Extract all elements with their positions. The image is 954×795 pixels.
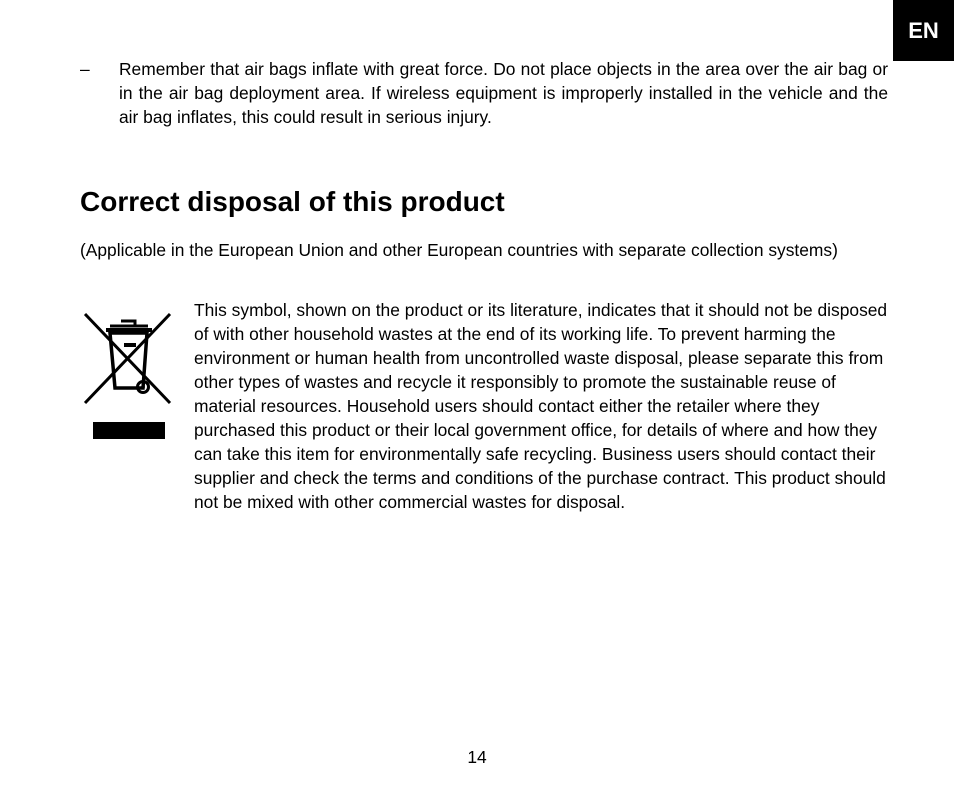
applicability-note: (Applicable in the European Union and other European countries with separate collection systems) [80,240,838,260]
airbag-warning-bullet [80,57,888,129]
language-tab: EN [893,0,954,61]
crossed-out-wheelie-bin-icon [82,311,174,441]
bullet-dash: – [80,59,90,79]
symbol-explanation-text: This symbol, shown on the product or its literature, indicates that it should not be disposed of with other household wastes at the end of its working life. To prevent harming the environment or human health from uncontrolled waste disposal, please separate this from other types of wastes and recycle it responsibly to promote the sustainable reuse of material resources. Household users should contact either the retailer where they purchased this product or their local government office, for details of where and how they can take this item for environmentally safe recycling. Business users should contact their supplier and check the terms and conditions of the purchase contract. This product should not be mixed with other commercial wastes for disposal. [194,300,888,512]
section-heading: Correct disposal of this product [80,186,505,217]
page-number: 14 [467,747,487,767]
bullet-text: Remember that air bags inflate with great force. Do not place objects in the area over the air bag or in the air bag deployment area. If wireless equipment is improperly installed in the vehicle and the air bag inflates, this could result in serious injury. [119,59,888,127]
